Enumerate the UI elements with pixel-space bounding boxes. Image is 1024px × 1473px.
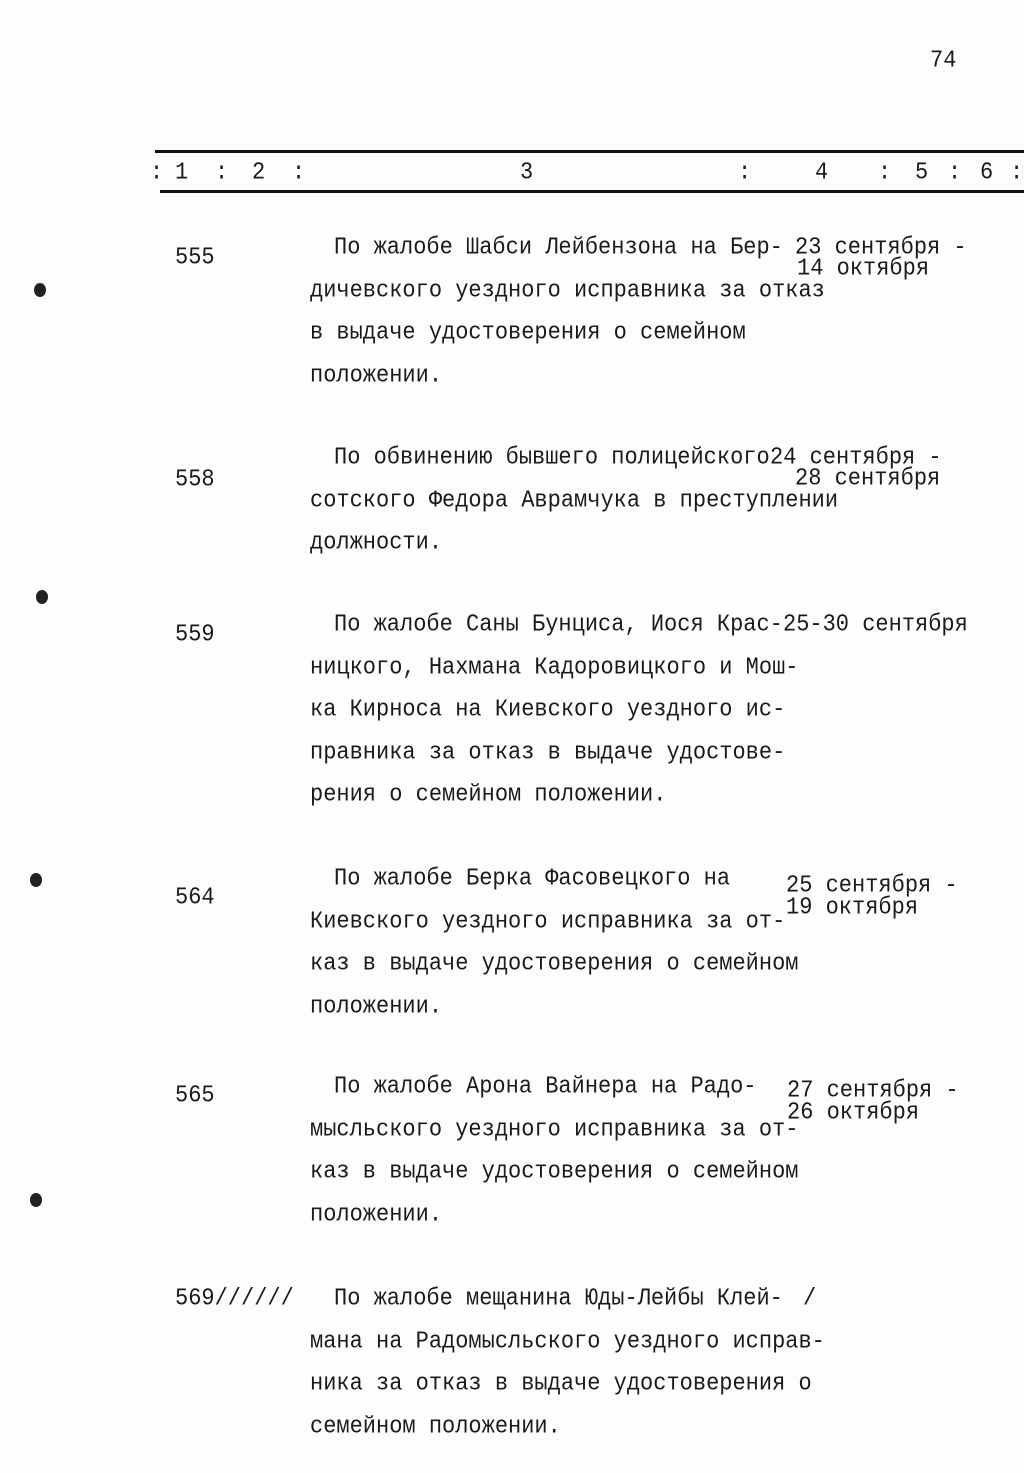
binding-hole-mark — [34, 283, 46, 297]
binding-hole-mark — [30, 873, 42, 887]
entry-text-line: ницкого, Нахмана Кадоровицкого и Мош- — [310, 653, 799, 681]
entry-text-line: мысльского уездного исправника за от- — [310, 1115, 799, 1143]
entry-text-line: в выдаче удостоверения о семейном — [310, 318, 746, 346]
entry-number: 569////// — [175, 1284, 294, 1312]
entry-date: 27 сентября - — [787, 1076, 959, 1104]
column-header-6: 6 — [980, 158, 994, 186]
entry-date: 25-30 сентября — [783, 610, 968, 638]
entry-date: 25 сентября - — [786, 871, 958, 899]
page-number: 74 — [930, 46, 957, 74]
entry-date: 23 сентября - — [795, 233, 967, 261]
entry-text-line: сотского Федора Аврамчука в преступлении — [310, 486, 839, 514]
column-header-4: 4 — [815, 158, 829, 186]
binding-hole-mark — [30, 1193, 42, 1207]
column-header-5: 5 — [915, 158, 929, 186]
entry-text-line: должности. — [310, 528, 443, 556]
entry-text-line: каз в выдаче удостоверения о семейном — [310, 949, 799, 977]
entry-date: / — [803, 1284, 817, 1312]
entry-text-line: По обвинению бывшего полицейского — [334, 443, 770, 471]
entry-number: 559 — [175, 620, 215, 648]
entry-date: 24 сентября - — [770, 443, 942, 471]
column-separator: : — [150, 158, 164, 186]
entry-date: 19 октября — [786, 893, 919, 921]
header-top-rule — [155, 150, 1024, 153]
entry-date: 14 октября — [797, 254, 930, 282]
entry-number: 558 — [175, 465, 215, 493]
entry-text-line: семейном положении. — [310, 1412, 561, 1440]
entry-text-line: рения о семейном положении. — [310, 780, 667, 808]
entry-number: 565 — [175, 1081, 215, 1109]
entry-text-line: мана на Радомысльского уездного исправ- — [310, 1327, 825, 1355]
entry-text-line: ника за отказ в выдаче удостоверения о — [310, 1369, 812, 1397]
header-bottom-rule — [160, 190, 1024, 193]
entry-text-line: положении. — [310, 361, 443, 389]
entry-text-line: положении. — [310, 992, 443, 1020]
column-separator: : — [292, 158, 306, 186]
entry-date: 28 сентября — [795, 464, 941, 492]
entry-text-line: правника за отказ в выдаче удостове- — [310, 738, 786, 766]
entry-text-line: Киевского уездного исправника за от- — [310, 907, 786, 935]
column-separator: : — [738, 158, 752, 186]
binding-hole-mark — [36, 590, 48, 604]
entry-text-line: По жалобе Шабси Лейбензона на Бер- — [334, 233, 783, 261]
entry-text-line: По жалобе Арона Вайнера на Радо- — [334, 1072, 757, 1100]
entry-date: 26 октября — [787, 1098, 920, 1126]
column-separator: : — [878, 158, 892, 186]
column-separator: : — [215, 158, 229, 186]
entry-text-line: По жалобе мещанина Юды-Лейбы Клей- — [334, 1284, 783, 1312]
entry-text-line: ка Кирноса на Киевского уездного ис- — [310, 695, 786, 723]
entry-number: 564 — [175, 883, 215, 911]
entry-text-line: По жалобе Саны Бунциса, Иося Крас- — [334, 610, 783, 638]
entry-text-line: каз в выдаче удостоверения о семейном — [310, 1157, 799, 1185]
column-header-1: 1 — [175, 158, 189, 186]
column-header-2: 2 — [252, 158, 266, 186]
entry-number: 555 — [175, 243, 215, 271]
column-header-3: 3 — [520, 158, 534, 186]
column-separator: : — [1010, 158, 1024, 186]
entry-text-line: положении. — [310, 1200, 443, 1228]
entry-text-line: По жалобе Берка Фасовецкого на — [334, 864, 731, 892]
column-separator: : — [948, 158, 962, 186]
entry-text-line: дичевского уездного исправника за отказ — [310, 276, 825, 304]
